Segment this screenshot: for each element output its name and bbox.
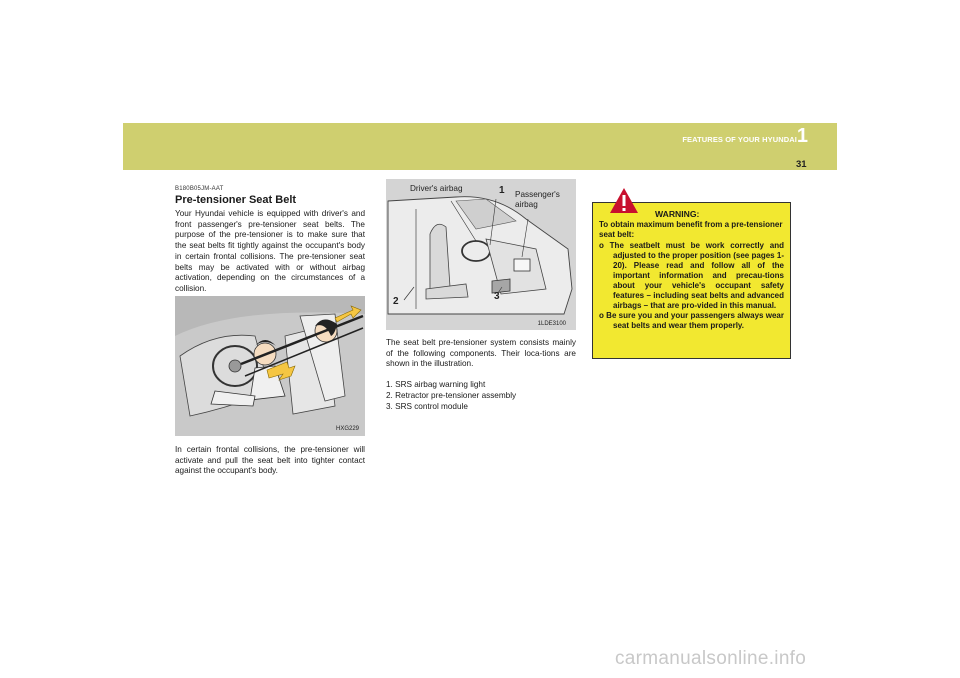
components-description: The seat belt pre-tensioner system consists mainly of the following components. Their loca-tions are shown in the illustration. — [386, 338, 576, 369]
middle-column — [386, 335, 576, 412]
section-label: FEATURES OF YOUR HYUNDAI — [682, 135, 797, 144]
label-passenger-airbag-line2: airbag — [515, 200, 538, 209]
callout-3: 3 — [494, 291, 500, 302]
intro-paragraph: Your Hyundai vehicle is equipped with driver's and front passenger's pre-tensioner seat belts. The purpose of the pre-tensioner is to make sure that the seat belts fit tightly against the occupant's body in certain frontal collisions. The pre-tensioner seat belts may be activated with or without airbag activation, depending on the circumstances of a collision. — [175, 209, 365, 293]
list-item: 3. SRS control module — [386, 401, 468, 411]
vehicle-cutaway-drawing — [386, 179, 576, 330]
left-column — [175, 186, 365, 295]
components-illustration — [386, 179, 576, 330]
warning-intro: To obtain maximum benefit from a pre-tensioner seat belt: — [599, 220, 783, 239]
watermark: carmanualsonline.info — [615, 648, 807, 669]
section-number: 1 — [796, 125, 808, 147]
callout-1: 1 — [499, 185, 505, 196]
header-band — [123, 123, 837, 170]
warning-title: WARNING: — [655, 209, 700, 219]
car-interior-drawing — [175, 296, 365, 436]
list-item: 1. SRS airbag warning light — [386, 380, 486, 390]
list-item: o The seatbelt must be work correctly and adjusted to the proper position (see pages 1-20). Please read and follow all of the important information and precau-tions about your vehicle's occupant safety features – including seat belts and advanced airbags – that are pro-vided in this manual. — [599, 241, 784, 310]
figure-code: HXG229 — [335, 426, 359, 432]
figure-code-components: 1LDE3100 — [537, 321, 566, 327]
list-item: o Be sure you and your passengers always wear seat belts and wear them properly. — [599, 311, 784, 330]
callout-2: 2 — [393, 296, 399, 307]
warning-list — [599, 241, 784, 331]
list-item: 2. Retractor pre-tensioner assembly — [386, 390, 517, 400]
after-figure-paragraph: In certain frontal collisions, the pre-tensioner will activate and pull the seat belt into tighter contact against the occupant's body. — [175, 445, 365, 476]
warning-icon — [609, 187, 639, 214]
section-title: Pre-tensioner Seat Belt — [175, 194, 297, 206]
warning-box — [592, 202, 791, 359]
pretensioner-illustration — [175, 296, 365, 436]
components-list — [386, 380, 576, 412]
section-code: B180B05JM-AAT — [175, 186, 224, 192]
label-passenger-airbag-line1: Passenger's — [515, 190, 560, 199]
page-number: 31 — [796, 159, 807, 170]
label-driver-airbag: Driver's airbag — [410, 184, 463, 193]
